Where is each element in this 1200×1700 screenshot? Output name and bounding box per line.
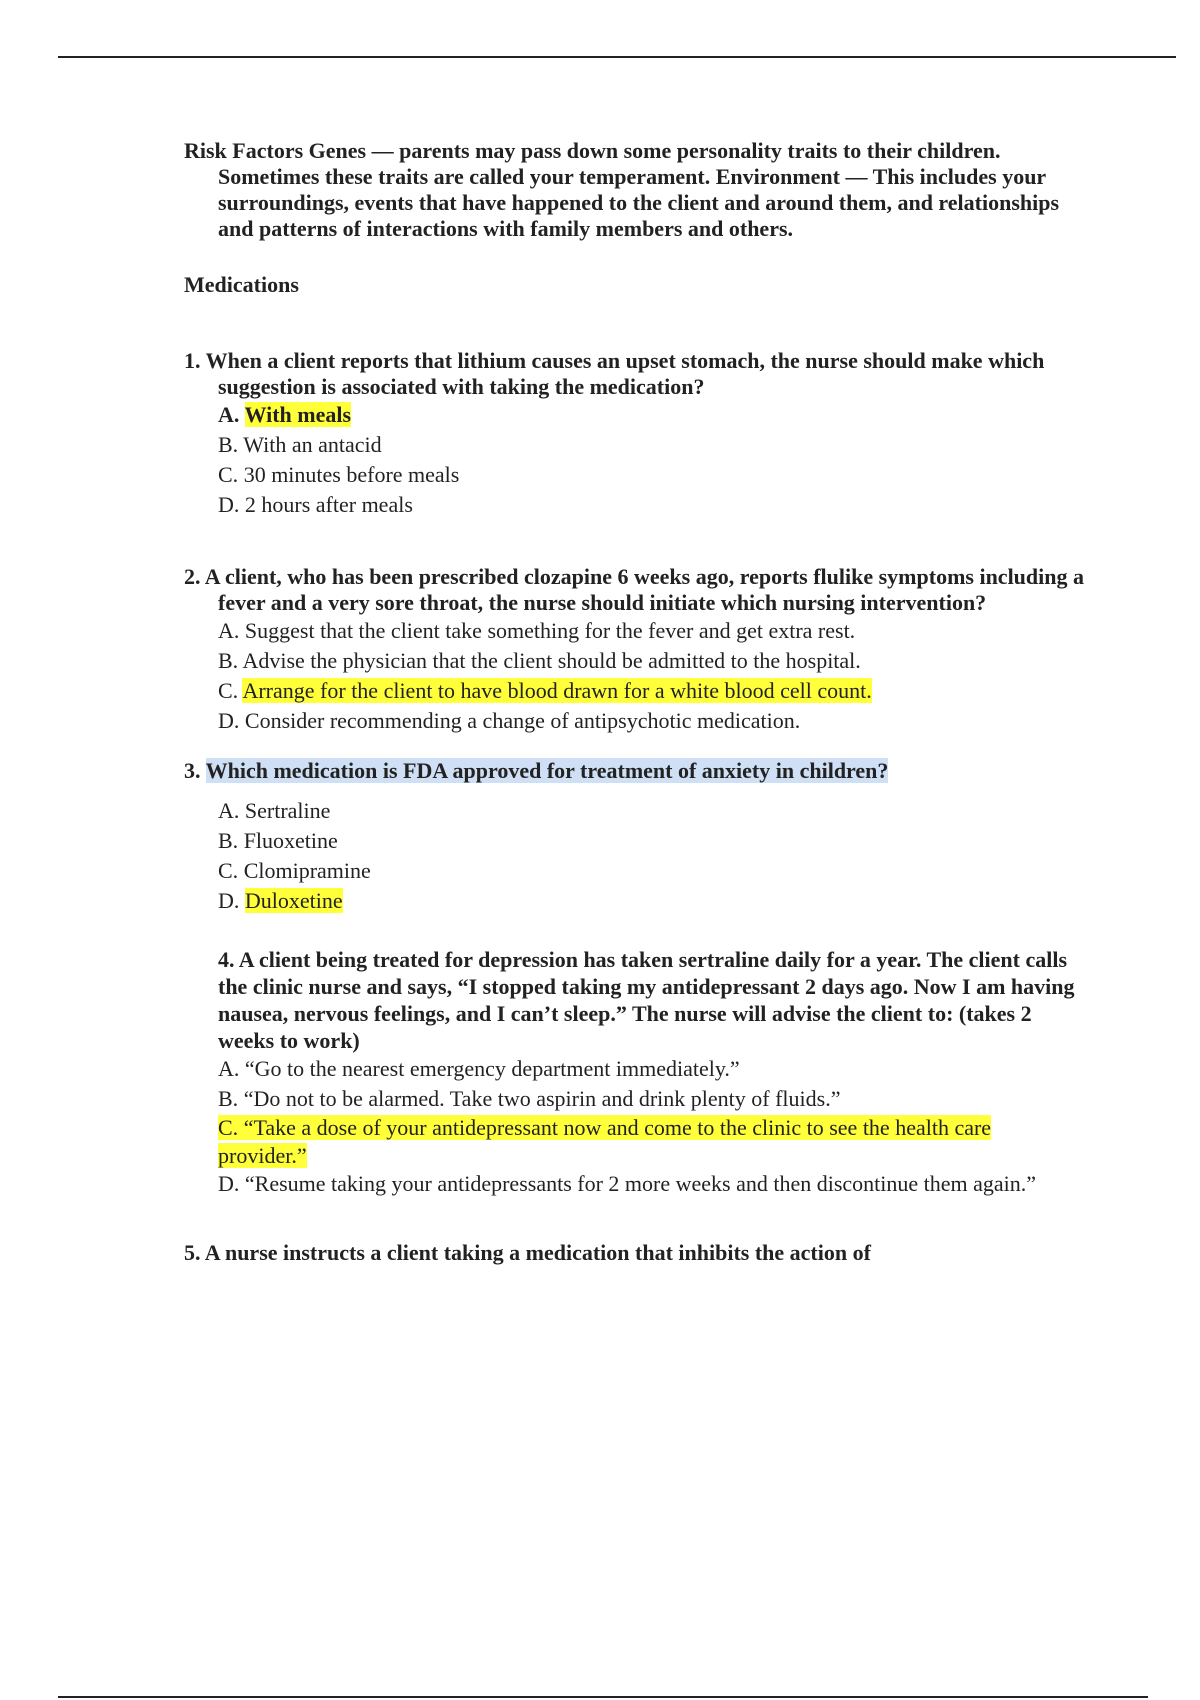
q3-option-d-text: Duloxetine xyxy=(244,888,343,913)
q4-option-a-text: “Go to the nearest emergency department immediately.” xyxy=(244,1056,740,1081)
q3-option-a xyxy=(218,796,1084,826)
question-2 xyxy=(184,564,1084,736)
top-rule xyxy=(58,56,1176,58)
q3-option-c xyxy=(218,856,1084,886)
question-3 xyxy=(184,758,1084,916)
question-3-stem-text: Which medication is FDA approved for treatment of anxiety in children? xyxy=(205,758,889,783)
q1-option-a xyxy=(218,400,1084,430)
q3-option-b-letter: B. xyxy=(218,828,244,853)
document-body xyxy=(184,138,1084,1266)
q1-option-d xyxy=(218,490,1084,520)
q2-option-d-text: Consider recommending a change of antipsychotic medication. xyxy=(244,708,801,733)
q4-option-c-text: “Take a dose of your antidepressant now and come to the clinic to see the health care provider.” xyxy=(218,1115,992,1168)
q1-option-a-letter: A. xyxy=(218,402,245,427)
question-3-stem xyxy=(184,758,1084,784)
question-5-stem: 5. A nurse instructs a client taking a medication that inhibits the action of xyxy=(184,1240,871,1265)
q4-option-d xyxy=(218,1170,1084,1198)
section-heading: Medications xyxy=(184,272,299,297)
question-1-options xyxy=(184,400,1084,520)
q1-option-c-text: 30 minutes before meals xyxy=(243,462,460,487)
q2-option-b xyxy=(218,646,1084,676)
question-4 xyxy=(184,946,1084,1198)
question-5 xyxy=(184,1240,1084,1266)
q4-option-a xyxy=(218,1054,1084,1084)
q4-option-a-letter: A. xyxy=(218,1056,245,1081)
q2-option-c-letter: C. xyxy=(218,678,243,703)
q2-option-a-letter: A. xyxy=(218,618,245,643)
q2-option-b-text: Advise the physician that the client should be admitted to the hospital. xyxy=(242,648,861,673)
q4-option-d-text: “Resume taking your antidepressants for 2 more weeks and then discontinue them again.” xyxy=(244,1171,1037,1196)
question-2-options xyxy=(184,616,1084,736)
q1-option-b-text: With an antacid xyxy=(243,432,382,457)
q3-option-a-text: Sertraline xyxy=(244,798,331,823)
q4-option-b-text: “Do not to be alarmed. Take two aspirin and drink plenty of fluids.” xyxy=(243,1086,841,1111)
question-4-options xyxy=(184,1054,1084,1198)
q2-option-a-text: Suggest that the client take something for the fever and get extra rest. xyxy=(244,618,856,643)
question-3-options xyxy=(184,796,1084,916)
bottom-rule xyxy=(58,1696,1148,1698)
intro-paragraph: Risk Factors Genes — parents may pass down some personality traits to their children. Sometimes these traits are called your temperament. Environment — This includes your surroundings, events that have happened to the client and around them, and relationships and patterns of interactions with family members and others. xyxy=(184,138,1060,241)
q1-option-a-text: With meals xyxy=(244,402,352,427)
q4-option-c xyxy=(218,1114,1084,1170)
question-3-number: 3. xyxy=(184,758,206,783)
q3-option-c-letter: C. xyxy=(218,858,244,883)
q2-option-d-letter: D. xyxy=(218,708,245,733)
q1-option-c xyxy=(218,460,1084,490)
q1-option-c-letter: C. xyxy=(218,462,244,487)
q2-option-d xyxy=(218,706,1084,736)
question-1-stem: 1. When a client reports that lithium causes an upset stomach, the nurse should make which suggestion is associated with taking the medication? xyxy=(184,348,1045,399)
q1-option-b-letter: B. xyxy=(218,432,244,457)
q4-option-b xyxy=(218,1084,1084,1114)
question-2-stem: 2. A client, who has been prescribed clozapine 6 weeks ago, reports flulike symptoms including a fever and a very sore throat, the nurse should initiate which nursing intervention? xyxy=(184,564,1085,615)
question-4-stem: 4. A client being treated for depression has taken sertraline daily for a year. The client calls the clinic nurse and says, “I stopped taking my antidepressant 2 days ago. Now I am having nausea, nervous feelings, and I can’t sleep.” The nurse will advise the client to: (takes 2 weeks to work) xyxy=(218,947,1075,1053)
q2-option-c-text: Arrange for the client to have blood drawn for a white blood cell count. xyxy=(242,678,872,703)
q3-option-a-letter: A. xyxy=(218,798,245,823)
q3-option-b-text: Fluoxetine xyxy=(243,828,338,853)
q4-option-b-letter: B. xyxy=(218,1086,244,1111)
q4-option-c-letter: C. xyxy=(218,1115,244,1140)
q2-option-a xyxy=(218,616,1084,646)
question-1 xyxy=(184,348,1084,520)
q1-option-b xyxy=(218,430,1084,460)
q4-option-d-letter: D. xyxy=(218,1171,245,1196)
q3-option-b xyxy=(218,826,1084,856)
q3-option-d xyxy=(218,886,1084,916)
q2-option-b-letter: B. xyxy=(218,648,243,673)
q1-option-d-letter: D. xyxy=(218,492,245,517)
q1-option-d-text: 2 hours after meals xyxy=(244,492,413,517)
q3-option-d-letter: D. xyxy=(218,888,245,913)
q2-option-c xyxy=(218,676,1084,706)
q3-option-c-text: Clomipramine xyxy=(243,858,371,883)
